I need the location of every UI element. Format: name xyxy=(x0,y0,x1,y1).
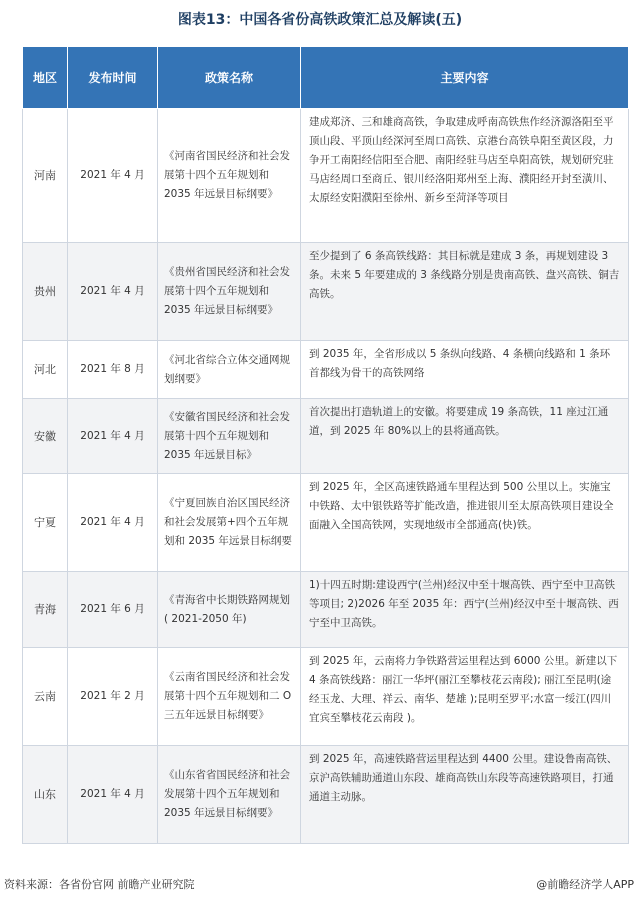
cell-region: 青海 xyxy=(23,572,68,648)
brand-credit: @前瞻经济学人APP xyxy=(536,878,634,891)
cell-date: 2021 年 4 月 xyxy=(68,399,158,474)
table-row xyxy=(23,109,629,243)
cell-policy: 《宁夏回族自治区国民经济和社会发展第+四个五年规划和 2035 年远景目标纲要 xyxy=(158,474,301,572)
cell-date: 2021 年 4 月 xyxy=(68,243,158,341)
policy-table-wrapper xyxy=(22,46,628,844)
cell-policy: 《河南省国民经济和社会发展第十四个五年规划和 2035 年远景目标纲要》 xyxy=(158,109,301,243)
cell-policy: 《青海省中长期铁路网规划( 2021-2050 年) xyxy=(158,572,301,648)
cell-date: 2021 年 4 月 xyxy=(68,474,158,572)
table-row xyxy=(23,243,629,341)
header-content: 主要内容 xyxy=(301,47,629,109)
table-row xyxy=(23,572,629,648)
cell-content: 到 2025 年，高速铁路营运里程达到 4400 公里。建设鲁南高铁、京沪高铁辅助通道山东段、雄商高铁山东段等高速铁路项目，打通通道主动脉。 xyxy=(301,746,629,844)
header-region: 地区 xyxy=(23,47,68,109)
cell-content: 1)十四五时期:建设西宁(兰州)经汉中至十堰高铁、西宁至中卫高铁等项目; 2)2026 年至 2035 年：西宁(兰州)经汉中至十堰高铁、西宁至中卫高铁。 xyxy=(301,572,629,648)
source-note: 资料来源：各省份官网 前瞻产业研究院 xyxy=(4,878,195,891)
cell-region: 河北 xyxy=(23,341,68,399)
cell-content: 到 2025 年，全区高速铁路通车里程达到 500 公里以上。实施宝中铁路、太中银铁路等扩能改造，推进银川至太原高铁项目建设全面融入全国高铁网，实现地级市全部通高(快)铁。 xyxy=(301,474,629,572)
header-date: 发布时间 xyxy=(68,47,158,109)
cell-date: 2021 年 2 月 xyxy=(68,648,158,746)
cell-date: 2021 年 6 月 xyxy=(68,572,158,648)
policy-table xyxy=(22,46,629,844)
cell-date: 2021 年 4 月 xyxy=(68,746,158,844)
cell-content: 建成郑济、三和雄商高铁，争取建成呼南高铁焦作经济源洛阳至平顶山段、平顶山经深河至周口高铁、京港台高铁阜阳至黄区段，力争开工南阳经信阳至合肥、南阳经驻马店至阜阳高铁，规划研究驻马店经周口至商丘、银川经洛阳郑州至上海、濮阳经开封至潢川、太原经安阳濮阳至徐州、新乡至菏泽等项目 xyxy=(301,109,629,243)
page-title: 图表13：中国各省份高铁政策汇总及解读(五) xyxy=(177,12,463,28)
cell-policy: 《河北省综合立体交通网规划纲要》 xyxy=(158,341,301,399)
cell-region: 河南 xyxy=(23,109,68,243)
cell-region: 安徽 xyxy=(23,399,68,474)
cell-region: 山东 xyxy=(23,746,68,844)
table-row xyxy=(23,474,629,572)
table-row xyxy=(23,341,629,399)
cell-policy: 《云南省国民经济和社会发展第十四个五年规划和二 O 三五年远景目标纲要》 xyxy=(158,648,301,746)
table-row xyxy=(23,648,629,746)
table-row xyxy=(23,746,629,844)
cell-policy: 《安徽省国民经济和社会发展第十四个五年规划和 2035 年远景目标》 xyxy=(158,399,301,474)
cell-region: 云南 xyxy=(23,648,68,746)
cell-content: 至少提到了 6 条高铁线路：其目标就是建成 3 条，再规划建设 3 条。未来 5 年要建成的 3 条线路分别是贵南高铁、盘兴高铁、铜吉高铁。 xyxy=(301,243,629,341)
header-policy: 政策名称 xyxy=(158,47,301,109)
cell-policy: 《山东省省国民经济和社会发展第十四个五年规划和 2035 年远景目标纲要》 xyxy=(158,746,301,844)
cell-region: 贵州 xyxy=(23,243,68,341)
cell-content: 首次提出打造轨道上的安徽。将要建成 19 条高铁，11 座过江通道，到 2025 年 80%以上的县将通高铁。 xyxy=(301,399,629,474)
cell-date: 2021 年 8 月 xyxy=(68,341,158,399)
cell-content: 到 2025 年，云南将力争铁路营运里程达到 6000 公里。新建以下 4 条高铁线路：丽江一华坪(丽江至攀枝花云南段); 丽江至昆明(途经玉龙、大理、祥云、南华、楚雄 );昆明至罗平;水富一绥江(四川宜宾至攀枝花云南段 )。 xyxy=(301,648,629,746)
table-row xyxy=(23,399,629,474)
cell-region: 宁夏 xyxy=(23,474,68,572)
cell-content: 到 2035 年，全省形成以 5 条纵向线路、4 条横向线路和 1 条环首都线为骨干的高铁网络 xyxy=(301,341,629,399)
cell-policy: 《贵州省国民经济和社会发展第十四个五年规划和 2035 年远景目标纲要》 xyxy=(158,243,301,341)
cell-date: 2021 年 4 月 xyxy=(68,109,158,243)
table-header-row xyxy=(23,47,629,109)
